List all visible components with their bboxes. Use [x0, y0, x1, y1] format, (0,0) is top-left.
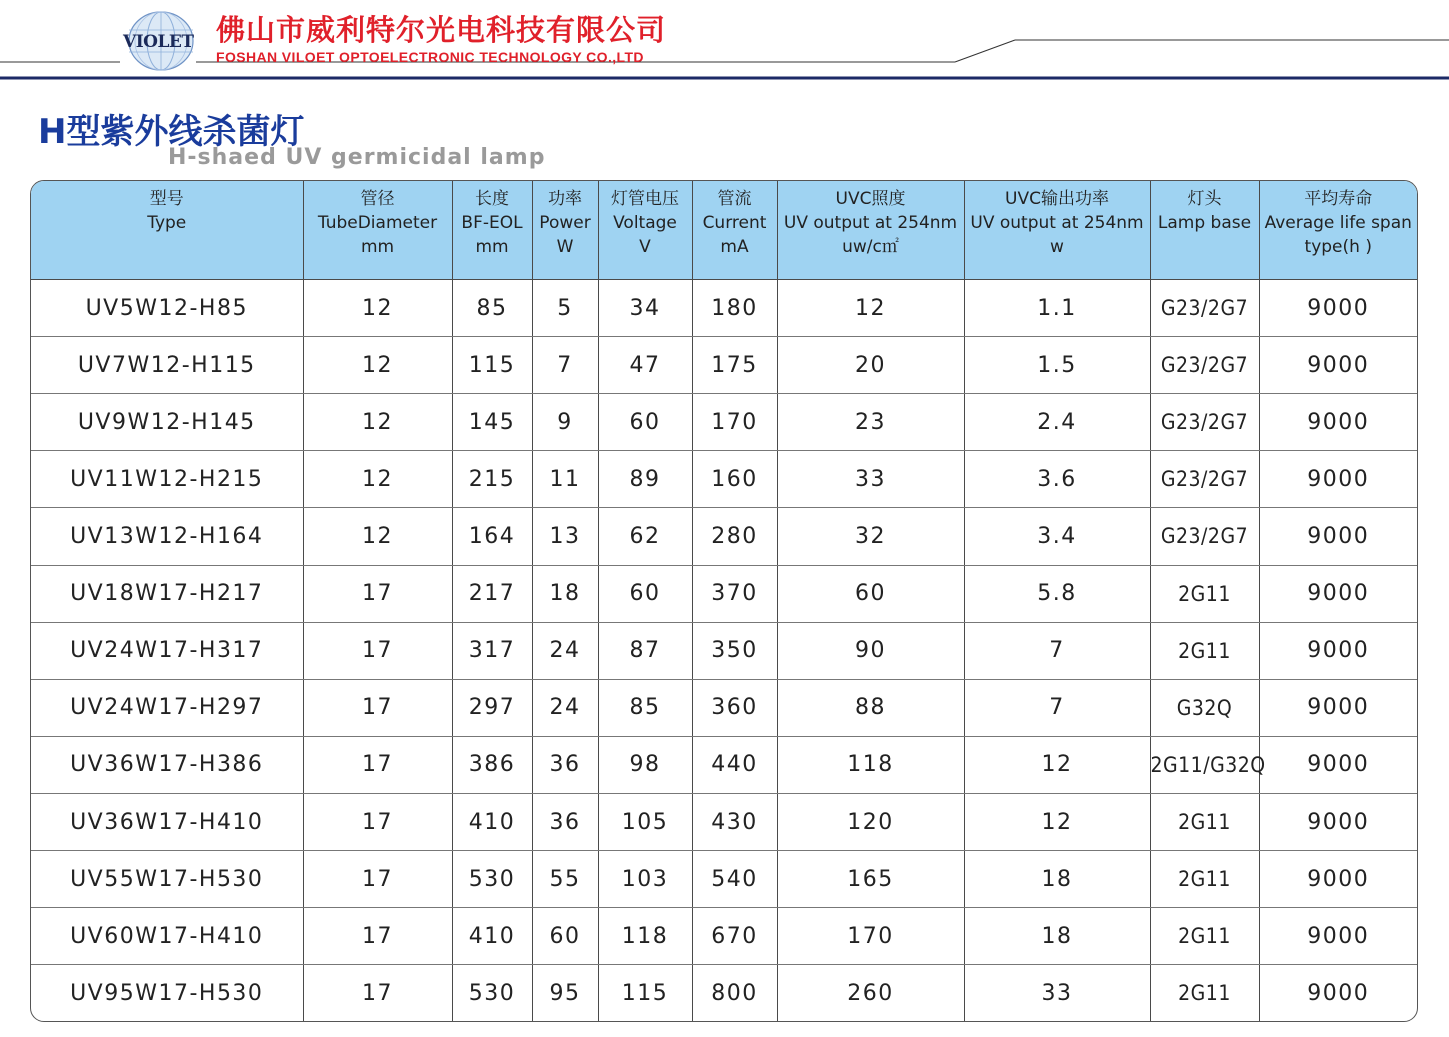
- table-cell: 217: [452, 565, 532, 622]
- table-cell: 47: [598, 337, 692, 394]
- column-header-line: Power: [539, 213, 591, 233]
- column-header-line: 平均寿命: [1304, 189, 1373, 209]
- table-cell: 170: [777, 908, 964, 965]
- table-cell: UV55W17-H530: [31, 851, 303, 908]
- table-cell: UV9W12-H145: [31, 394, 303, 451]
- table-cell: 12: [964, 793, 1150, 850]
- table-cell: 20: [777, 337, 964, 394]
- table-cell: 164: [452, 508, 532, 565]
- table-cell: 12: [303, 337, 452, 394]
- column-header-line: UV output at 254nm: [970, 213, 1144, 233]
- table-cell: 115: [598, 965, 692, 1021]
- table-cell: 410: [452, 793, 532, 850]
- column-header-line: V: [639, 237, 651, 257]
- table-cell: 1.1: [964, 280, 1150, 337]
- column-header-line: type(h ): [1304, 237, 1372, 257]
- table-row: [31, 451, 1417, 508]
- column-header-line: BF-EOL: [461, 213, 523, 233]
- table-cell: 530: [452, 965, 532, 1021]
- table-cell: 7: [964, 679, 1150, 736]
- table-cell: 9000: [1259, 622, 1417, 679]
- table-row: [31, 622, 1417, 679]
- table-cell: G23/2G7: [1150, 508, 1259, 565]
- column-header: [303, 181, 452, 280]
- table-cell: UV60W17-H410: [31, 908, 303, 965]
- table-cell: 9000: [1259, 908, 1417, 965]
- table-row: [31, 736, 1417, 793]
- page-header: [0, 0, 1449, 82]
- table-cell: 12: [303, 394, 452, 451]
- table-cell: 800: [692, 965, 777, 1021]
- table-row: [31, 908, 1417, 965]
- column-header-line: Current: [702, 213, 767, 233]
- page-title-en: H-shaed UV germicidal lamp: [168, 145, 546, 170]
- table-cell: 165: [777, 851, 964, 908]
- table-cell: 260: [777, 965, 964, 1021]
- table-cell: 2G11/G32Q: [1150, 736, 1259, 793]
- table-cell: G23/2G7: [1150, 394, 1259, 451]
- table-cell: 430: [692, 793, 777, 850]
- table-cell: UV36W17-H386: [31, 736, 303, 793]
- table-cell: 103: [598, 851, 692, 908]
- table-cell: 89: [598, 451, 692, 508]
- table-cell: 440: [692, 736, 777, 793]
- column-header-line: UVC输出功率: [1005, 189, 1109, 209]
- table-cell: 9: [532, 394, 598, 451]
- column-header-line: TubeDiameter: [317, 213, 438, 233]
- logo-text: VIOLET: [123, 32, 194, 52]
- column-header: [777, 181, 964, 280]
- table-cell: 33: [777, 451, 964, 508]
- table-cell: UV7W12-H115: [31, 337, 303, 394]
- table-cell: 12: [777, 280, 964, 337]
- table-cell: 2.4: [964, 394, 1150, 451]
- table-cell: 9000: [1259, 679, 1417, 736]
- table-cell: 32: [777, 508, 964, 565]
- table-cell: 60: [532, 908, 598, 965]
- table-cell: 118: [598, 908, 692, 965]
- table-cell: 7: [964, 622, 1150, 679]
- column-header-line: 灯头: [1187, 189, 1222, 209]
- table-cell: 36: [532, 736, 598, 793]
- column-header-line: mm: [475, 237, 509, 257]
- table-cell: 87: [598, 622, 692, 679]
- table-row: [31, 337, 1417, 394]
- table-cell: 215: [452, 451, 532, 508]
- page-title-cn: H型紫外线杀菌灯: [38, 112, 305, 152]
- column-header-line: Voltage: [613, 213, 677, 233]
- table-cell: G23/2G7: [1150, 280, 1259, 337]
- table-cell: 95: [532, 965, 598, 1021]
- column-header-line: 管径: [360, 189, 395, 209]
- table-cell: 60: [777, 565, 964, 622]
- column-header-line: 管流: [717, 189, 752, 209]
- column-header-line: W: [556, 237, 574, 257]
- table-cell: 12: [303, 508, 452, 565]
- table-cell: 5.8: [964, 565, 1150, 622]
- column-header: [532, 181, 598, 280]
- table-cell: 98: [598, 736, 692, 793]
- table-cell: 33: [964, 965, 1150, 1021]
- table-cell: 297: [452, 679, 532, 736]
- table-cell: 118: [777, 736, 964, 793]
- table-cell: 2G11: [1150, 965, 1259, 1021]
- table-cell: UV24W17-H297: [31, 679, 303, 736]
- column-header-line: 型号: [149, 189, 184, 209]
- table-cell: 17: [303, 965, 452, 1021]
- table-row: [31, 793, 1417, 850]
- table-cell: 24: [532, 622, 598, 679]
- table-cell: 175: [692, 337, 777, 394]
- table-cell: 3.4: [964, 508, 1150, 565]
- table-cell: 9000: [1259, 793, 1417, 850]
- table-cell: 317: [452, 622, 532, 679]
- table-cell: 5: [532, 280, 598, 337]
- company-name-en: FOSHAN VILOET OPTOELECTRONIC TECHNOLOGY CO.,LTD: [216, 49, 644, 65]
- table-cell: 17: [303, 679, 452, 736]
- column-header-line: 灯管电压: [611, 189, 679, 209]
- table-cell: UV5W12-H85: [31, 280, 303, 337]
- table-cell: 9000: [1259, 451, 1417, 508]
- table-cell: 18: [532, 565, 598, 622]
- column-header-line: Lamp base: [1157, 213, 1252, 233]
- column-header-line: UV output at 254nm: [783, 213, 958, 233]
- table-row: [31, 508, 1417, 565]
- table-cell: 34: [598, 280, 692, 337]
- table-cell: UV18W17-H217: [31, 565, 303, 622]
- column-header: [598, 181, 692, 280]
- table-cell: 9000: [1259, 394, 1417, 451]
- table-cell: 24: [532, 679, 598, 736]
- table-cell: 55: [532, 851, 598, 908]
- table-cell: UV24W17-H317: [31, 622, 303, 679]
- column-header: [1259, 181, 1417, 280]
- table-cell: 9000: [1259, 337, 1417, 394]
- table-cell: 670: [692, 908, 777, 965]
- column-header: [452, 181, 532, 280]
- table-cell: 88: [777, 679, 964, 736]
- column-header-line: mA: [720, 237, 749, 257]
- table-cell: 85: [452, 280, 532, 337]
- table-cell: 62: [598, 508, 692, 565]
- table-row: [31, 394, 1417, 451]
- table-cell: 180: [692, 280, 777, 337]
- table-cell: G32Q: [1150, 679, 1259, 736]
- column-header-line: Average life span: [1264, 213, 1412, 233]
- table-cell: UV13W12-H164: [31, 508, 303, 565]
- column-header-line: 功率: [548, 189, 582, 209]
- table-cell: UV95W17-H530: [31, 965, 303, 1021]
- table-cell: 13: [532, 508, 598, 565]
- table-cell: UV36W17-H410: [31, 793, 303, 850]
- table-cell: 17: [303, 908, 452, 965]
- table-row: [31, 565, 1417, 622]
- table-cell: 530: [452, 851, 532, 908]
- table-cell: 36: [532, 793, 598, 850]
- column-header-line: UVC照度: [835, 189, 906, 209]
- column-header-line: w: [1050, 237, 1064, 257]
- spec-table-container: [30, 180, 1418, 1022]
- table-cell: 540: [692, 851, 777, 908]
- company-name-cn: 佛山市威利特尔光电科技有限公司: [216, 13, 667, 47]
- table-cell: 2G11: [1150, 851, 1259, 908]
- header-row: [31, 181, 1417, 280]
- table-cell: 17: [303, 622, 452, 679]
- table-cell: UV11W12-H215: [31, 451, 303, 508]
- table-cell: 17: [303, 565, 452, 622]
- table-cell: 11: [532, 451, 598, 508]
- table-cell: 12: [303, 280, 452, 337]
- table-cell: 7: [532, 337, 598, 394]
- spec-table-body: [31, 280, 1417, 1022]
- table-cell: 60: [598, 394, 692, 451]
- table-cell: 160: [692, 451, 777, 508]
- table-cell: 370: [692, 565, 777, 622]
- table-cell: 2G11: [1150, 622, 1259, 679]
- table-cell: G23/2G7: [1150, 337, 1259, 394]
- table-cell: 120: [777, 793, 964, 850]
- table-row: [31, 965, 1417, 1021]
- table-row: [31, 851, 1417, 908]
- table-cell: 90: [777, 622, 964, 679]
- table-cell: 280: [692, 508, 777, 565]
- table-cell: 9000: [1259, 736, 1417, 793]
- table-cell: G23/2G7: [1150, 451, 1259, 508]
- column-header: [964, 181, 1150, 280]
- table-cell: 9000: [1307, 980, 1370, 1006]
- spec-table: [31, 181, 1417, 1021]
- table-cell: 350: [692, 622, 777, 679]
- table-cell: 17: [303, 793, 452, 850]
- table-cell: 18: [964, 908, 1150, 965]
- column-header-line: Type: [147, 213, 187, 233]
- column-header: [1150, 181, 1259, 280]
- table-cell: 360: [692, 679, 777, 736]
- table-cell: 145: [452, 394, 532, 451]
- table-cell: 12: [303, 451, 452, 508]
- table-cell: 2G11: [1150, 565, 1259, 622]
- table-cell: 17: [303, 736, 452, 793]
- table-cell: 170: [692, 394, 777, 451]
- table-cell: 9000: [1259, 851, 1417, 908]
- table-cell: 12: [964, 736, 1150, 793]
- table-cell: 1.5: [964, 337, 1150, 394]
- table-cell: 23: [777, 394, 964, 451]
- table-cell: 2G11: [1150, 908, 1259, 965]
- spec-table-header: [31, 181, 1417, 280]
- table-cell: 85: [598, 679, 692, 736]
- table-cell: 9000: [1259, 508, 1417, 565]
- table-cell: 2G11: [1150, 793, 1259, 850]
- table-row: [31, 679, 1417, 736]
- table-cell: 3.6: [964, 451, 1150, 508]
- column-header: [692, 181, 777, 280]
- table-cell: 410: [452, 908, 532, 965]
- table-cell: 17: [303, 851, 452, 908]
- table-cell: 105: [598, 793, 692, 850]
- table-cell: 9000: [1259, 565, 1417, 622]
- column-header-line: 长度: [475, 189, 509, 209]
- table-cell: 18: [964, 851, 1150, 908]
- table-row: [31, 280, 1417, 337]
- column-header-line: uw/c㎡: [842, 237, 899, 257]
- table-cell: 9000: [1259, 280, 1417, 337]
- table-cell: 60: [598, 565, 692, 622]
- table-cell: 386: [452, 736, 532, 793]
- table-cell: 115: [452, 337, 532, 394]
- column-header: [31, 181, 303, 280]
- column-header-line: mm: [360, 237, 395, 257]
